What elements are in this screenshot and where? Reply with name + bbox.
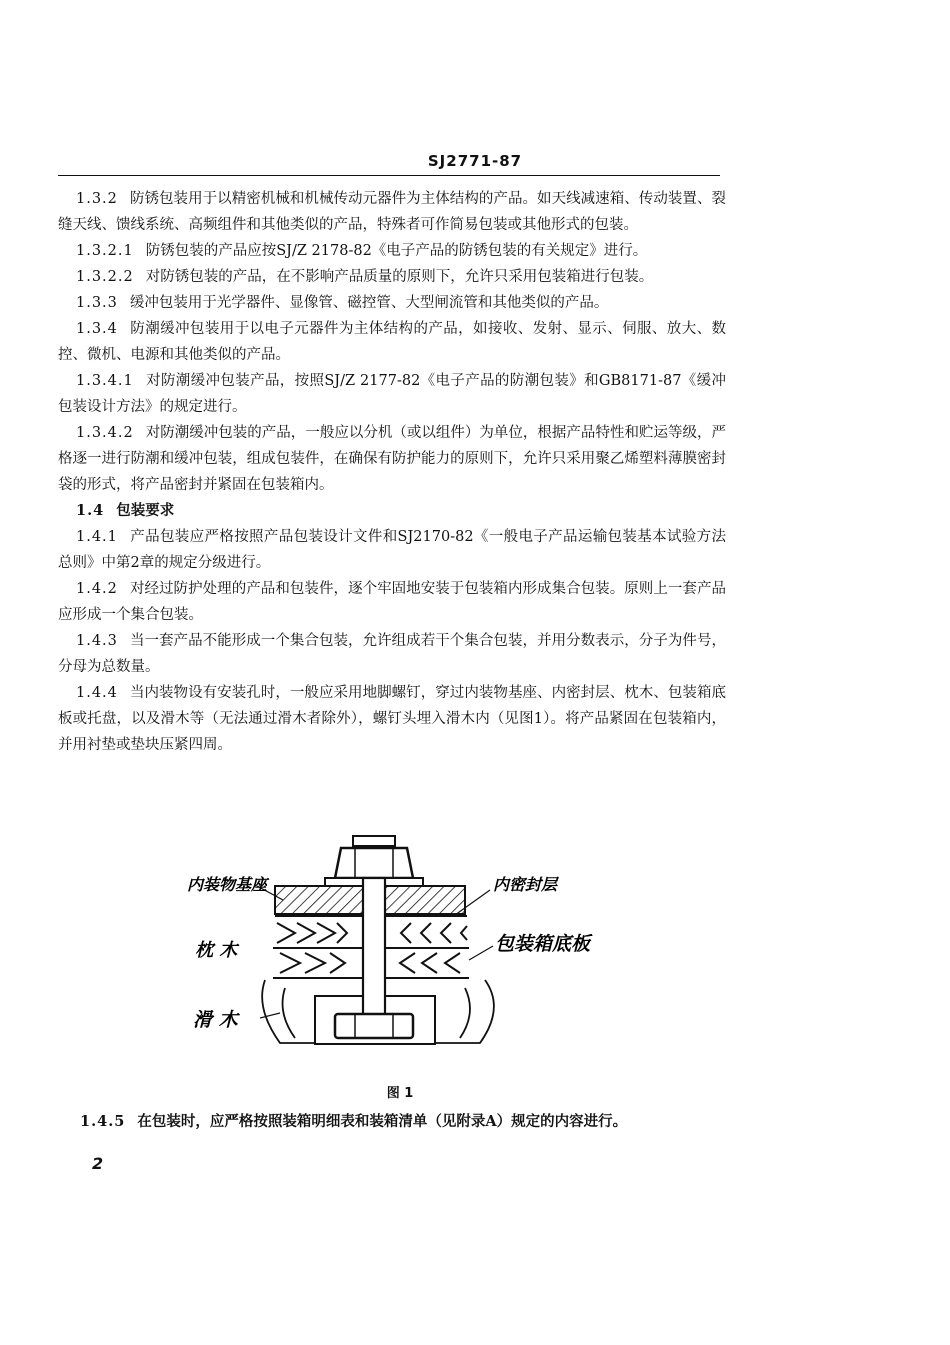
clause-1-4-3 <box>58 628 726 680</box>
top-nut <box>335 848 413 878</box>
clause-number: 1.3.4.1 <box>76 373 134 389</box>
clause-number: 1.4.2 <box>76 581 118 597</box>
clause-text: 对防锈包装的产品，在不影响产品质量的原则下，允许只采用包装箱进行包装。 <box>145 269 654 285</box>
clause-1-3-4-1 <box>58 368 726 420</box>
bolt-assembly-diagram <box>185 828 605 1058</box>
clause-text: 对经过防护处理的产品和包装件，逐个牢固地安装于包装箱内形成集合包装。原则上一套产品应形成一个集合包装。 <box>58 581 726 623</box>
label-seal: 内密封层 <box>493 875 558 894</box>
clause-1-4-2 <box>58 576 726 628</box>
clause-1-3-4-2 <box>58 420 726 498</box>
bolt-tip <box>353 836 395 846</box>
clause-1-3-4 <box>58 316 726 368</box>
clause-number: 1.3.2 <box>76 191 118 207</box>
section-heading-1-4 <box>58 498 726 524</box>
clause-number: 1.4.5 <box>80 1113 126 1130</box>
clause-1-4-5 <box>80 1110 730 1131</box>
clause-text: 防锈包装的产品应按SJ/Z 2178-82《电子产品的防锈包装的有关规定》进行。 <box>145 243 648 259</box>
page-number: 2 <box>92 1154 104 1173</box>
document-code-header: SJ2771-87 <box>427 152 523 170</box>
clause-number: 1.4.3 <box>76 633 118 649</box>
clause-number: 1.4.1 <box>76 529 118 545</box>
label-bottom: 包装箱底板 <box>495 933 591 955</box>
clause-1-4-1 <box>58 524 726 576</box>
clause-text: 对防潮缓冲包装的产品，一般应以分机（或以组件）为单位，根据产品特性和贮运等级，严格逐一进行防潮和缓冲包装，组成包装件，在确保有防护能力的原则下，允许只采用聚乙烯塑料薄膜密封袋的形式，将产品密封并紧固在包装箱内。 <box>58 425 726 493</box>
clause-number: 1.3.2.1 <box>76 243 134 259</box>
clause-number: 1.4.4 <box>76 685 118 701</box>
figure-caption: 图 1 <box>386 1086 414 1101</box>
clause-1-3-3 <box>58 290 726 316</box>
clause-text: 对防潮缓冲包装产品，按照SJ/Z 2177-82《电子产品的防潮包装》和GB8171-87《缓冲包装设计方法》的规定进行。 <box>58 373 726 415</box>
label-skid: 滑 木 <box>193 1009 238 1031</box>
header-rule <box>58 175 720 176</box>
clause-text: 防潮缓冲包装用于以电子元器件为主体结构的产品，如接收、发射、显示、伺服、放大、数控、微机、电源和其他类似的产品。 <box>58 321 726 363</box>
label-base: 内装物基座 <box>187 875 268 894</box>
clause-1-4-4 <box>58 680 726 758</box>
bolt-head <box>335 1014 413 1038</box>
clause-text: 当一套产品不能形成一个集合包装，允许组成若干个集合包装，并用分数表示，分子为件号，分母为总数量。 <box>58 633 726 675</box>
clause-text: 防锈包装用于以精密机械和机械传动元器件为主体结构的产品。如天线减速箱、传动装置、裂缝天线、馈线系统、高频组件和其他类似的产品，特殊者可作简易包装或其他形式的包装。 <box>58 191 726 233</box>
clause-number: 1.3.4.2 <box>76 425 134 441</box>
section-title: 包装要求 <box>116 502 175 519</box>
clause-1-3-2-2 <box>58 264 726 290</box>
body-text <box>58 186 726 758</box>
clause-number: 1.3.2.2 <box>76 269 134 285</box>
clause-text: 在包装时，应严格按照装箱明细表和装箱清单（见附录A）规定的内容进行。 <box>137 1113 628 1130</box>
clause-number: 1.3.3 <box>76 295 118 311</box>
figure-1-bolt-assembly <box>185 828 605 1058</box>
section-number: 1.4 <box>76 502 105 519</box>
label-sleeper: 枕 木 <box>195 940 238 961</box>
clause-text: 缓冲包装用于光学器件、显像管、磁控管、大型闸流管和其他类似的产品。 <box>129 295 609 311</box>
clause-number: 1.3.4 <box>76 321 118 337</box>
bolt-shank <box>363 878 385 1018</box>
clause-1-3-2-1 <box>58 238 726 264</box>
clause-1-3-2 <box>58 186 726 238</box>
clause-text: 当内装物设有安装孔时，一般应采用地脚螺钉，穿过内装物基座、内密封层、枕木、包装箱底板或托盘，以及滑木等（无法通过滑木者除外），螺钉头埋入滑木内（见图1）。将产品紧固在包装箱内，并用衬垫或垫块压紧四周。 <box>58 685 726 753</box>
clause-text: 产品包装应严格按照产品包装设计文件和SJ2170-82《一般电子产品运输包装基本试验方法 总则》中第2章的规定分级进行。 <box>58 529 726 571</box>
